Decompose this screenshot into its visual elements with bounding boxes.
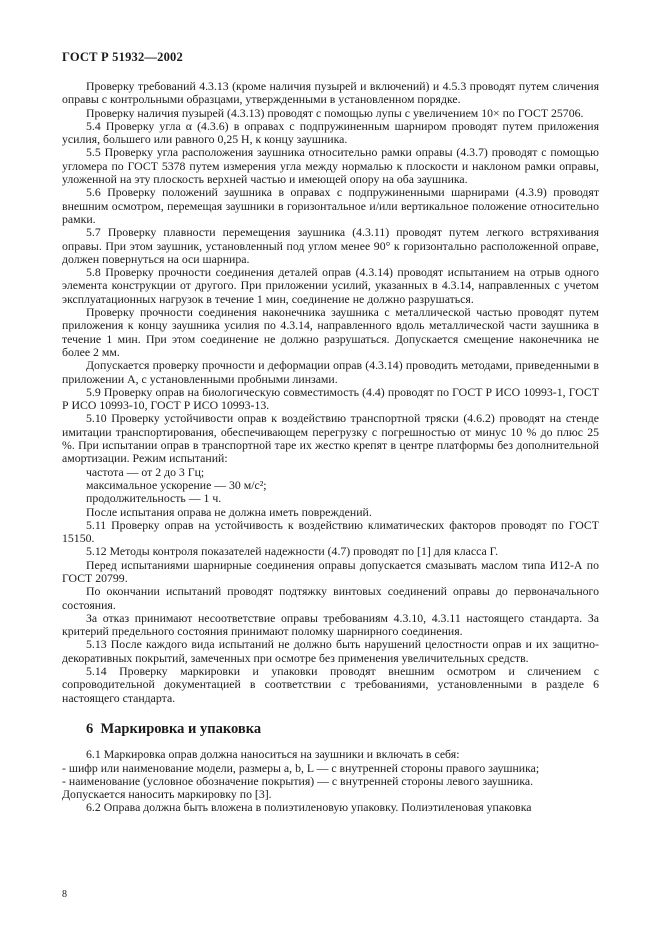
paragraph-5-4: 5.4 Проверку угла α (4.3.6) в оправах с подпружиненным шарниром проводят путем приложения усилия, большего или равного 0,25 Н, к концу заушника. [62,118,599,147]
marking-list-item: - наименование (условное обозначение покрытия) — с внутренней стороны левого заушника. [62,773,534,788]
paragraph-6-1: 6.1 Маркировка оправ должна наноситься на заушники и включать в себя: [86,747,460,762]
marking-list-item: - шифр или наименование модели, размеры a, b, L — с внутренней стороны правого заушника; [62,760,540,775]
paragraph: Допускается наносить маркировку по [3]. [62,787,272,802]
test-mode-item: продолжительность — 1 ч. [86,491,222,506]
paragraph-5-12: 5.12 Методы контроля показателей надежности (4.7) проводят по [1] для класса Г. [86,544,499,559]
paragraph-5-7: 5.7 Проверку плавности перемещения заушника (4.3.11) проводят путем легкого встряхивания оправы. При этом заушник, установленный под углом менее 90° к горизонтально расположенной оправе, должен повернуться на оси шарнира. [62,225,599,266]
paragraph-5-5: 5.5 Проверку угла расположения заушника относительно рамки оправы (4.3.7) проводят с помощью угломера по ГОСТ 5378 путем измерения угла между нормалью к плоскости и наклоном рамки оправы, уложенной на эту плоскость верхней частью и имеющей опору на оба заушника. [62,145,599,187]
page-number: 8 [62,889,67,900]
paragraph: По окончании испытаний проводят подтяжку винтовых соединений оправы до первоначального состояния. [62,584,599,612]
paragraph-5-14: 5.14 Проверку маркировки и упаковки проводят внешним осмотром и сличением с сопроводительной документацией в соответствии с требованиями, установленными в разделе 6 настоящего стандарта. [62,664,599,705]
paragraph: После испытания оправа не должна иметь повреждений. [86,504,372,519]
section-heading [62,720,599,737]
document-body [62,80,599,815]
paragraph-5-13: 5.13 После каждого вида испытаний не должно быть нарушений целостности оправ и их защитно-декоративных покрытий, замеченных при осмотре без применения увеличительных средств. [62,637,599,665]
paragraph-5-9: 5.9 Проверку оправ на биологическую совместимость (4.4) проводят по ГОСТ Р ИСО 10993-1, ГОСТ Р ИСО 10993-10, ГОСТ Р ИСО 10993-13. [62,384,599,413]
paragraph: Проверку прочности соединения наконечника заушника с металлической частью проводят путем приложения к концу заушника усилия по 4.3.14, направленного вдоль металлической части заушника в течение 1 мин. При этом соединение не должно разрушаться. Допускается смещение наконечника не более 2 мм. [62,305,599,359]
paragraph: Перед испытаниями шарнирные соединения оправы допускается смазывать маслом типа И12-А по ГОСТ 20799. [62,557,599,585]
paragraph-5-10: 5.10 Проверку устойчивости оправ к воздействию транспортной тряски (4.6.2) проводят на стенде имитации транспортирования, обеспечивающем перегрузку с погрешностью от минус 10 % до плюс 25 %. При испытании оправ в транспортной таре их жестко крепят в центре платформы без дополнительной амортизации. Режим испытаний: [62,411,599,466]
paragraph: Допускается проверку прочности и деформации оправ (4.3.14) проводить методами, приведенными в приложении А, с установленными пробными линзами. [62,358,599,386]
paragraph-6-2: 6.2 Оправа должна быть вложена в полиэтиленовую упаковку. Полиэтиленовая упаковка [86,800,532,815]
standard-header: ГОСТ Р 51932—2002 [62,50,183,64]
paragraph-5-6: 5.6 Проверку положений заушника в оправах с подпружиненными шарнирами (4.3.9) проводят внешним осмотром, перемещая заушники в горизонтальное и/или вертикальное положение относительно рамки. [62,185,599,226]
section-title: Маркировка и упаковка [100,720,262,737]
test-mode-item: максимальное ускорение — 30 м/с²; [86,477,267,492]
test-mode-item: частота — от 2 до 3 Гц; [86,464,205,479]
section-number: 6 [86,720,94,737]
paragraph-5-8: 5.8 Проверку прочности соединения деталей оправ (4.3.14) проводят испытанием на отрыв одного элемента конструкции от другого. При приложении усилий, указанных в 4.3.14, направленных с учетом эксплуатационных нагрузок в течение 1 мин, соединение не должно разрушаться. [62,265,599,306]
paragraph: Проверку требований 4.3.13 (кроме наличия пузырей и включений) и 4.5.3 проводят путем сличения оправы с контрольными образцами, утвержденными в установленном порядке. [62,79,599,107]
paragraph: За отказ принимают несоответствие оправы требованиям 4.3.10, 4.3.11 настоящего стандарта. За критерий предельного состояния принимают поломку шарнирного соединения. [62,610,599,639]
paragraph-5-11: 5.11 Проверку оправ на устойчивость к воздействию климатических факторов проводят по ГОСТ 15150. [62,517,599,546]
paragraph: Проверку наличия пузырей (4.3.13) проводят с помощью лупы с увеличением 10× по ГОСТ 25706. [86,105,584,120]
